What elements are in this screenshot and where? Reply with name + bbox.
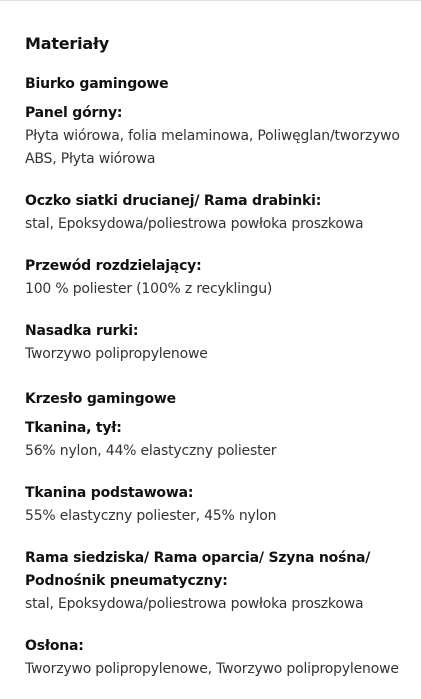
material-label: Nasadka rurki: xyxy=(25,323,139,339)
material-value: stal, Epoksydowa/poliestrowa powłoka proszkowa xyxy=(25,216,364,232)
material-item xyxy=(25,255,410,301)
material-item xyxy=(25,635,410,681)
material-label: Panel górny: xyxy=(25,105,123,121)
material-item xyxy=(25,190,410,236)
section-biurko-gamingowe xyxy=(25,74,410,366)
material-value: Tworzywo polipropylenowe, Tworzywo polipropylenowe xyxy=(25,661,399,677)
material-value: Płyta wiórowa, folia melaminowa, Poliwęglan/tworzywo ABS, Płyta wiórowa xyxy=(25,128,400,167)
material-item xyxy=(25,482,410,528)
material-item xyxy=(25,547,410,616)
page-title: Materiały xyxy=(25,34,109,53)
material-value: 55% elastyczny poliester, 45% nylon xyxy=(25,508,277,524)
material-item xyxy=(25,417,410,463)
materials-panel xyxy=(25,33,410,681)
material-value: Tworzywo polipropylenowe xyxy=(25,346,208,362)
material-label: Oczko siatki drucianej/ Rama drabinki: xyxy=(25,193,322,209)
material-item xyxy=(25,320,410,366)
material-label: Tkanina, tył: xyxy=(25,420,122,436)
material-label: Przewód rozdzielający: xyxy=(25,258,202,274)
material-label: Osłona: xyxy=(25,638,84,654)
material-label: Tkanina podstawowa: xyxy=(25,485,194,501)
section-title: Biurko gamingowe xyxy=(25,76,169,92)
section-krzeslo-gamingowe xyxy=(25,389,410,681)
section-title: Krzesło gamingowe xyxy=(25,391,176,407)
material-item xyxy=(25,102,410,171)
material-value: stal, Epoksydowa/poliestrowa powłoka proszkowa xyxy=(25,596,364,612)
material-label: Rama siedziska/ Rama oparcia/ Szyna nośna/ Podnośnik pneumatyczny: xyxy=(25,550,371,589)
material-value: 100 % poliester (100% z recyklingu) xyxy=(25,281,273,297)
material-value: 56% nylon, 44% elastyczny poliester xyxy=(25,443,277,459)
top-divider xyxy=(0,0,421,1)
